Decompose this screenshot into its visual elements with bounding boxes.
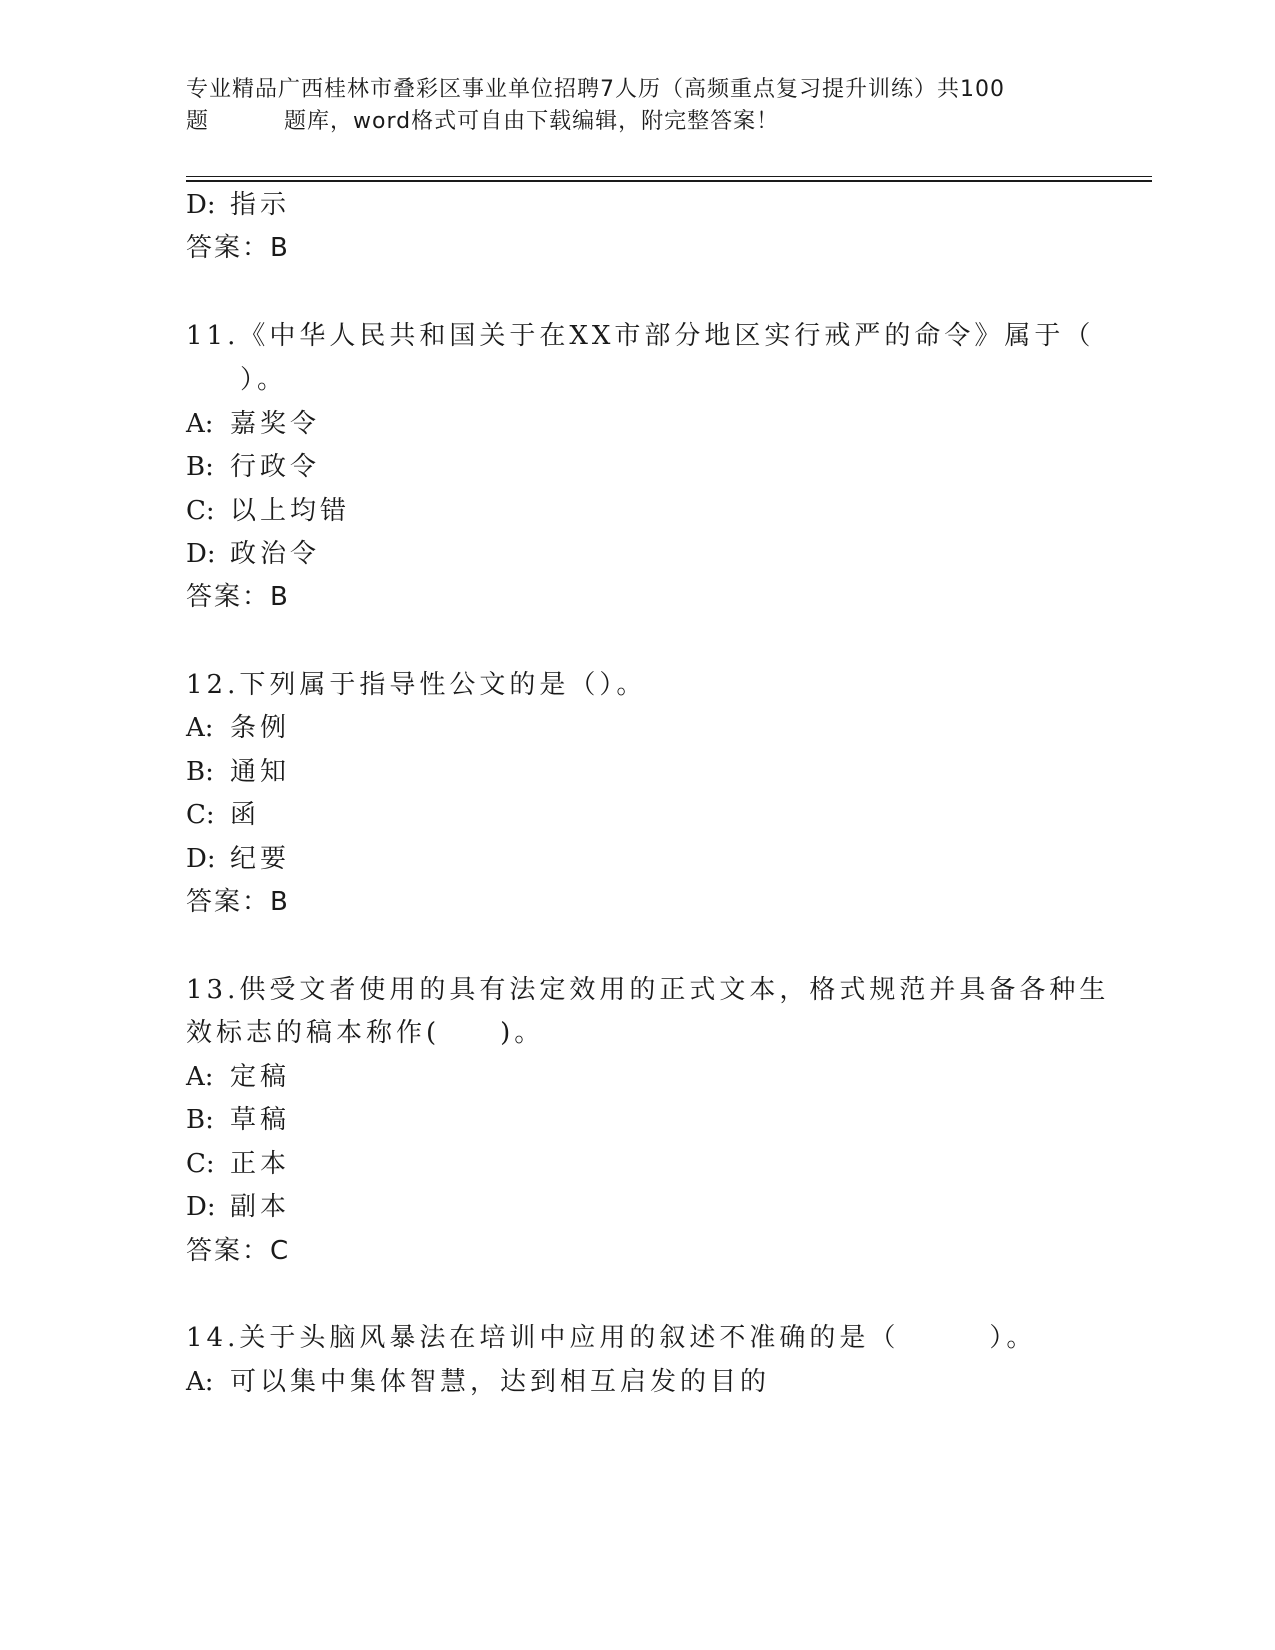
- option-label: D:: [186, 190, 216, 220]
- question-12-option-c: [186, 798, 260, 832]
- option-label: B:: [186, 1105, 214, 1135]
- option-text: 正本: [230, 1149, 291, 1179]
- prev-option-d: [186, 188, 290, 222]
- option-text: 纪要: [230, 844, 291, 874]
- question-13-stem-line-1: 13.供受文者使用的具有法定效用的正式文本，格式规范并具备各种生: [186, 975, 1110, 1005]
- answer-value: C: [270, 1236, 290, 1266]
- option-label: A:: [186, 713, 214, 743]
- answer-value: B: [270, 233, 289, 263]
- option-label: D:: [186, 1192, 216, 1222]
- answer-label: 答案：: [186, 233, 271, 263]
- option-text: 副本: [230, 1192, 291, 1222]
- answer-label: 答案：: [186, 1236, 271, 1266]
- question-14-stem: 14.关于头脑风暴法在培训中应用的叙述不准确的是（ ）。: [186, 1323, 1037, 1353]
- question-11-option-b: [186, 450, 320, 484]
- option-label: A:: [186, 1062, 214, 1092]
- question-11-option-a: [186, 407, 320, 441]
- question-11-stem-line-2: ）。: [240, 365, 288, 395]
- question-12-answer: [186, 885, 289, 919]
- header-line-2-rest: 题库，word格式可自由下载编辑，附完整答案！: [284, 109, 780, 134]
- option-text: 可以集中集体智慧，达到相互启发的目的: [230, 1367, 771, 1397]
- header-line-1: 专业精品广西桂林市叠彩区事业单位招聘7人历（高频重点复习提升训练）共100: [186, 77, 1005, 102]
- option-text: 定稿: [230, 1062, 291, 1092]
- question-13-option-c: [186, 1147, 290, 1181]
- option-text: 草稿: [230, 1105, 291, 1135]
- option-label: C:: [186, 496, 215, 526]
- question-14-option-a: [186, 1365, 770, 1399]
- answer-label: 答案：: [186, 582, 271, 612]
- answer-label: 答案：: [186, 887, 271, 917]
- header-rule-thin: [186, 176, 1152, 177]
- option-label: A:: [186, 1367, 214, 1397]
- prev-answer: [186, 231, 289, 265]
- option-label: D:: [186, 844, 216, 874]
- option-label: D:: [186, 539, 216, 569]
- question-13-answer: [186, 1234, 289, 1268]
- question-12-option-a: [186, 711, 290, 745]
- answer-value: B: [270, 887, 289, 917]
- header-line-2-lead: 题: [186, 109, 210, 134]
- option-text: 嘉奖令: [230, 409, 321, 439]
- option-label: B:: [186, 757, 214, 787]
- option-text: 以上均错: [230, 496, 351, 526]
- header-rule-thick: [186, 180, 1152, 182]
- option-label: A:: [186, 409, 214, 439]
- question-11-answer: [186, 580, 289, 614]
- option-text: 通知: [230, 757, 291, 787]
- option-text: 行政令: [230, 452, 321, 482]
- question-13-option-d: [186, 1190, 290, 1224]
- option-text: 政治令: [230, 539, 321, 569]
- question-12-option-b: [186, 755, 290, 789]
- question-13-option-a: [186, 1060, 290, 1094]
- question-11-stem-line-1: 11.《中华人民共和国关于在XX市部分地区实行戒严的命令》属于（: [186, 321, 1095, 351]
- question-13-stem-line-2: 效标志的稿本称作( )。: [186, 1018, 545, 1048]
- option-text: 函: [230, 800, 261, 830]
- question-12-option-d: [186, 842, 290, 876]
- option-label: C:: [186, 1149, 215, 1179]
- question-11-option-c: [186, 494, 350, 528]
- header-line-2: [186, 106, 1086, 138]
- option-text: 指示: [230, 190, 291, 220]
- option-text: 条例: [230, 713, 291, 743]
- page-header: [186, 74, 1086, 138]
- answer-value: B: [270, 582, 289, 612]
- question-13-option-b: [186, 1103, 290, 1137]
- question-11-option-d: [186, 537, 320, 571]
- option-label: B:: [186, 452, 214, 482]
- question-12-stem: 12.下列属于指导性公文的是（）。: [186, 670, 647, 700]
- option-label: C:: [186, 800, 215, 830]
